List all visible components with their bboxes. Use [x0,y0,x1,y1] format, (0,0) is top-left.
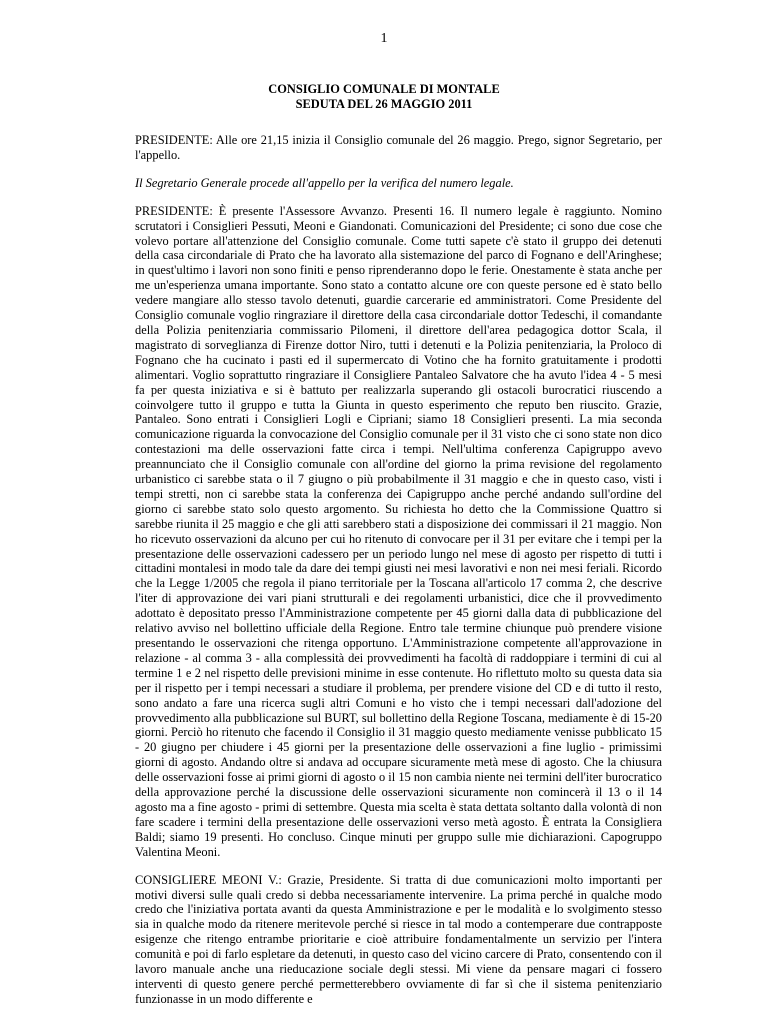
paragraph-president-opening: PRESIDENTE: Alle ore 21,15 inizia il Consiglio comunale del 26 maggio. Prego, signor Segretario, per l'appello. [135,133,662,162]
document-header [0,82,768,112]
header-title: CONSIGLIO COMUNALE DI MONTALE [268,82,500,96]
header-session-date: SEDUTA DEL 26 MAGGIO 2011 [295,96,473,111]
page-number: 1 [380,31,388,46]
document-body [135,133,662,1020]
paragraph-president-communications: PRESIDENTE: È presente l'Assessore Avvanzo. Presenti 16. Il numero legale è raggiunto. Nomino scrutatori i Consiglieri Pessuti, Meoni e Giandonati. Comunicazioni del Presidente; ci sono due cose che volevo portare all'attenzione del Consiglio comunale. Come tutti sapete c'è stato il gruppo dei detenuti della casa circondariale di Prato che ha lavorato alla sistemazione del parco di Fognano e dell'Aringhese; in quest'ultimo i lavori non sono finiti e penso riprenderanno dopo le ferie. Onestamente è stata anche per me un'esperienza umana importante. Sono stato a contatto alcune ore con queste persone ed è stato bello vedere mangiare allo stesso tavolo detenuti, guardie carcerarie ed amministratori. Come Presidente del Consiglio comunale voglio ringraziare il direttore della casa circondariale dottor Tedeschi, il comandante della Polizia penitenziaria commissario Pilomeni, il direttore dell'area pedagogica dottor Scala, il magistrato di sorveglianza di Firenze dottor Niro, tutti i detenuti e la Polizia penitenziaria, la Proloco di Fognano che ha cucinato i pasti ed il supermercato di Votino che ha fornito gratuitamente i prodotti alimentari. Voglio soprattutto ringraziare il Consigliere Pantaleo Salvatore che ha avuto l'idea 4 - 5 mesi fa per questa iniziativa e si è battuto per realizzarla superando gli ostacoli burocratici riuscendo a coinvolgere tutto il gruppo e tutta la Giunta in questo esperimento che reputo ben riuscito. Grazie, Pantaleo. Sono entrati i Consiglieri Logli e Cipriani; siamo 18 Consiglieri presenti. La mia seconda comunicazione riguarda la convocazione del Consiglio comunale per il 31 visto che ci sono state non dico contestazioni ma delle osservazioni fatte circa i tempi. Nell'ultima conferenza Capigruppo avevo preannunciato che il Consiglio comunale con all'ordine del giorno la prima revisione del regolamento urbanistico ci sarebbe stata o il 7 giugno o più probabilmente il 31 maggio e che in questo caso, visti i tempi stretti, non ci sarebbe stata la conferenza dei Capigruppo anche perché andando sull'ordine del giorno ci sarebbe stato solo questo argomento. Su richiesta ho detto che la Commissione Quattro si sarebbe riunita il 25 maggio e che gli atti sarebbero stati a disposizione dei commissari il 21 maggio. Non ho ricevuto osservazioni da alcuno per cui ho ritenuto di convocare per il 31 per evitare che i tempi per la presentazione delle osservazioni cadessero per un periodo lungo nel mese di agosto per rispetto di tutti i cittadini montalesi in modo tale da dare dei tempi giusti nei mesi lavorativi e non nei mesi feriali. Ricordo che la Legge 1/2005 che regola il piano territoriale per la Toscana all'articolo 17 comma 2, che descrive l'iter di approvazione dei vari piani strutturali e dei regolamenti urbanistici, dice che il provvedimento adottato è depositato presso l'Amministrazione competente per 45 giorni dalla data di pubblicazione del relativo avviso nel bollettino ufficiale della Regione. Entro tale termine chiunque può prendere visione presentando le osservazioni che ritenga opportuno. L'Amministrazione competente all'approvazione in relazione - al comma 3 - alla complessità dei provvedimenti ha facoltà di raddoppiare i termini di cui al termine 1 e 2 nel rispetto delle previsioni minime in esse contenute. Ho riflettuto molto su questa data sia per il rispetto per i tempi necessari a studiare il problema, per prendere visione del CD e di tutto il resto, sono andato a fare una ricerca sugli altri Comuni e ho visto che i tempi necessari dall'adozione del provvedimento alla pubblicazione sul BURT, sul bollettino della Regione Toscana, mediamente è di 15-20 giorni. Perciò ho ritenuto che facendo il Consiglio il 31 maggio questo mediamente venisse pubblicato 15 - 20 giugno per chiudere i 45 giorni per la presentazione delle osservazioni a fine luglio - primissimi giorni di agosto. Andando oltre si andava ad occupare sicuramente metà mese di agosto. Che la chiusura delle osservazioni fosse ai primi giorni di agosto o il 15 non cambia niente nei termini dell'iter burocratico della approvazione perché la discussione delle osservazioni sicuramente non comincerà il 13 o il 14 agosto ma a fine agosto - primi di settembre. Questa mia scelta è stata dettata soltanto dalla volontà di non fare scadere i termini della presentazione delle osservazioni verso metà agosto. È entrata la Consigliera Baldi; siamo 19 presenti. Ho concluso. Cinque minuti per gruppo sulle mie dichiarazioni. Capogruppo Valentina Meoni. [135,203,662,859]
paragraph-roll-call-note: Il Segretario Generale procede all'appello per la verifica del numero legale. [135,175,514,190]
paragraph-councillor-meoni: CONSIGLIERE MEONI V.: Grazie, Presidente. Si tratta di due comunicazioni molto importanti per motivi diversi sulle quali credo si debba necessariamente intervenire. La prima perché in qualche modo credo che l'iniziativa portata avanti da questa Amministrazione e per le modalità e lo svolgimento stesso sia in qualche modo da ritenere meritevole perché si riesce in tal modo a contemperare due contrapposte esigenze che ritengo entrambe prioritarie e cioè attribuire fondamentalmente un servizio per l'intera comunità e poi di farlo espletare da detenuti, in questo caso del vicino carcere di Prato, consentendo con il lavoro manuale anche una rieducazione sociale degli stessi. Mi viene da pensare magari ci fossero interventi di questo genere perché permetterebbero ovviamente di far sì che il sistema penitenziario funzionasse in un modo differente e [135,872,662,1006]
